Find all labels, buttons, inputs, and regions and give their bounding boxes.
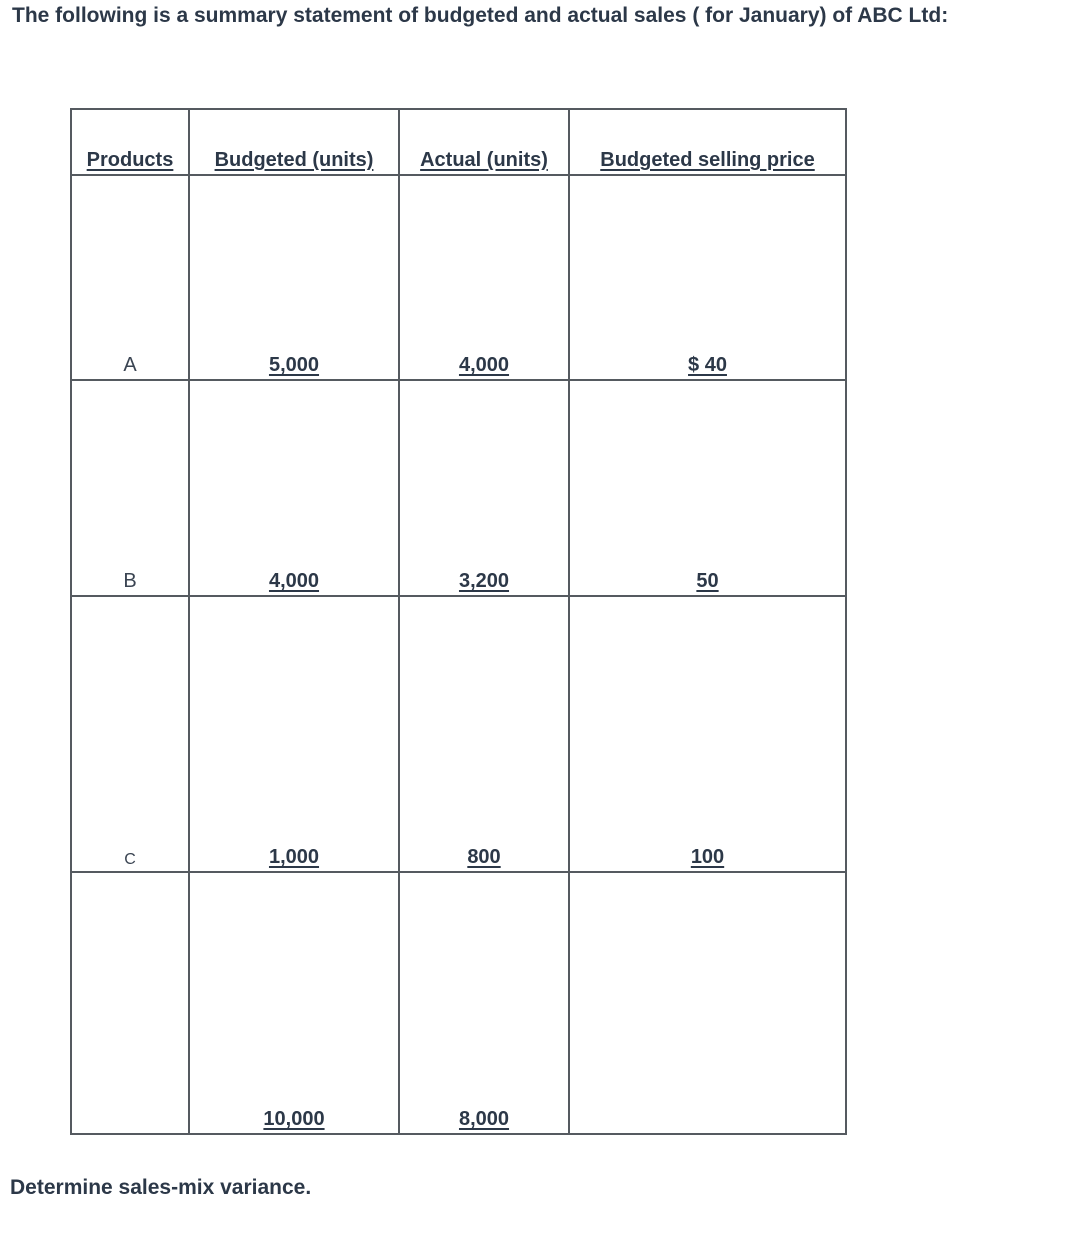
task-text: Determine sales-mix variance. [10,1176,312,1199]
intro-text: The following is a summary statement of budgeted and actual sales ( for January) of ABC Ltd: [12,4,949,27]
sales-table [70,108,847,1135]
product-cell: A [71,175,189,380]
actual-units-cell: 4,000 [399,175,569,380]
total-actual-units-cell: 8,000 [399,872,569,1134]
budgeted-units-cell: 1,000 [189,596,399,872]
total-budgeted-units-cell: 10,000 [189,872,399,1134]
table-row [71,596,846,872]
header-products: Products [71,109,189,175]
table-row [71,380,846,596]
actual-units-cell: 3,200 [399,380,569,596]
price-cell: 100 [569,596,846,872]
table-header-row [71,109,846,175]
budgeted-units-cell: 4,000 [189,380,399,596]
product-cell: B [71,380,189,596]
total-price-cell [569,872,846,1134]
header-budgeted-units: Budgeted (units) [189,109,399,175]
table-total-row [71,872,846,1134]
table-row [71,175,846,380]
header-budgeted-selling-price: Budgeted selling price [569,109,846,175]
price-cell: $ 40 [569,175,846,380]
product-cell: C [71,596,189,872]
price-cell: 50 [569,380,846,596]
total-product-cell [71,872,189,1134]
actual-units-cell: 800 [399,596,569,872]
budgeted-units-cell: 5,000 [189,175,399,380]
header-actual-units: Actual (units) [399,109,569,175]
